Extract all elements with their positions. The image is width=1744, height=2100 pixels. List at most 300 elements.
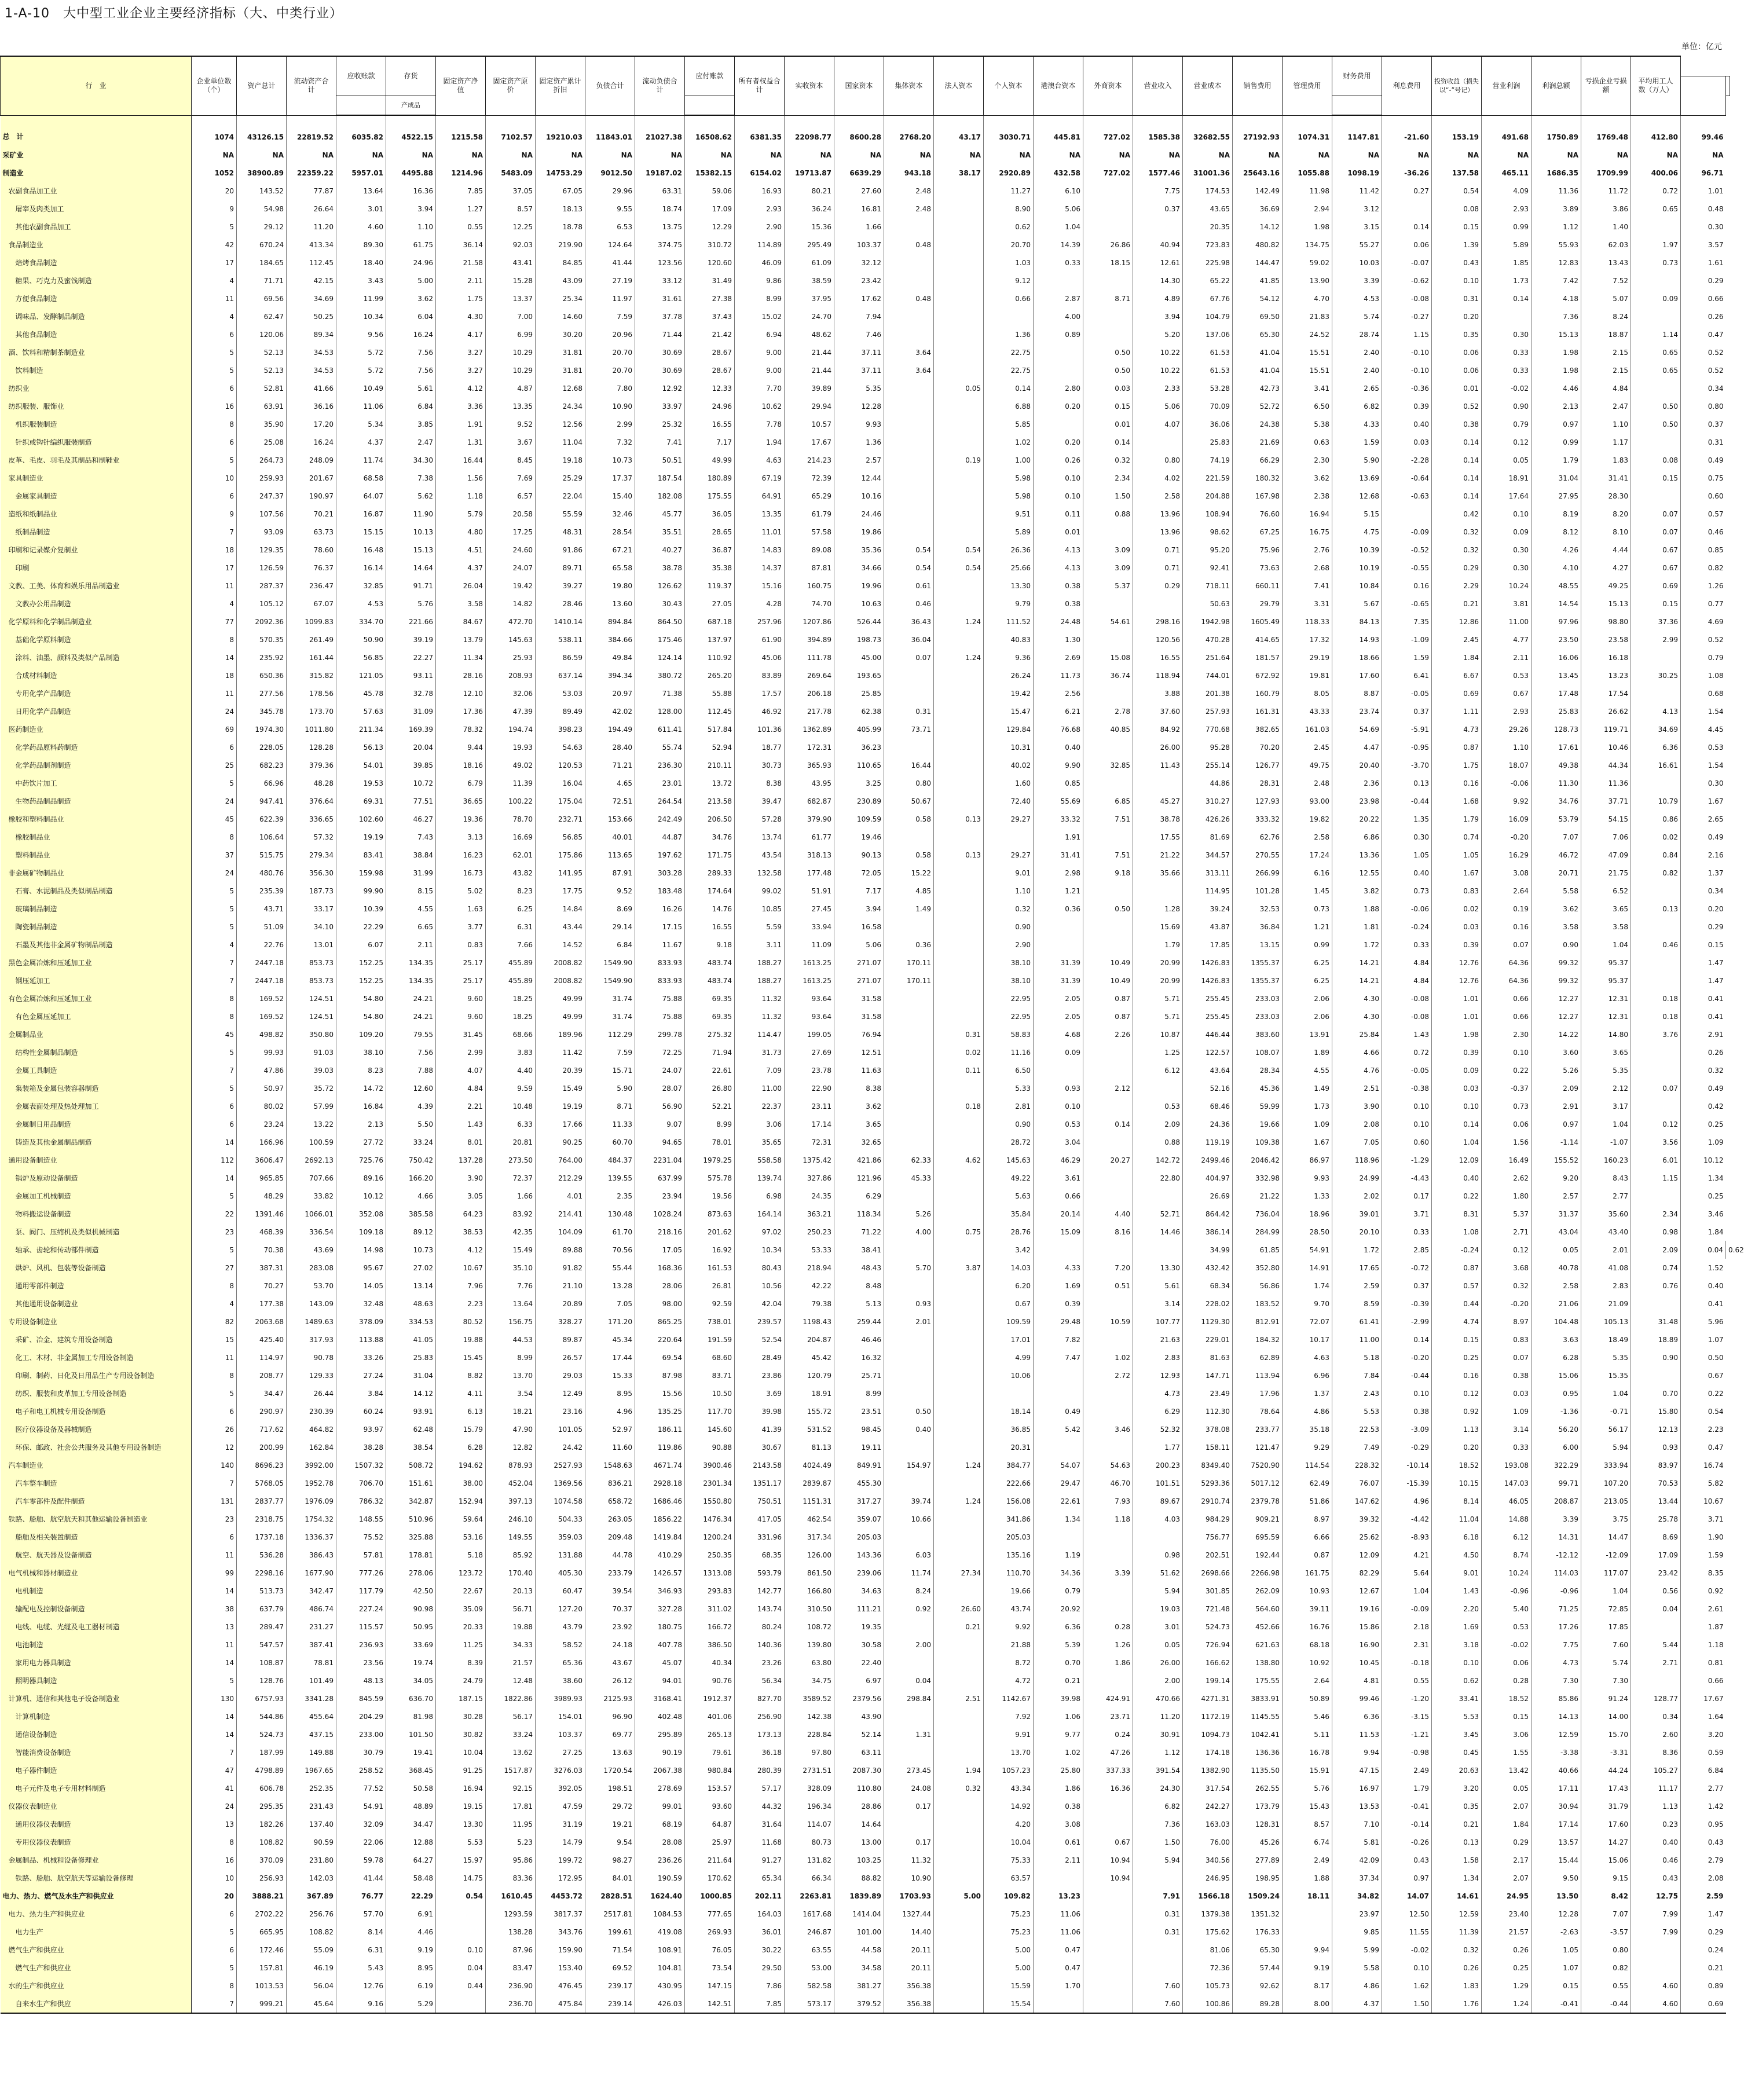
table-cell: 27.72 bbox=[336, 1133, 386, 1151]
table-cell: 0.50 bbox=[1083, 343, 1133, 361]
table-cell: 0.72 bbox=[1631, 182, 1681, 200]
industry-name: 玻璃制品制造 bbox=[1, 900, 192, 918]
table-cell: 0.93 bbox=[1034, 1079, 1083, 1097]
table-cell: 78.60 bbox=[287, 541, 336, 559]
table-cell: 7.00 bbox=[486, 307, 536, 325]
table-cell: 54.07 bbox=[1034, 1456, 1083, 1474]
table-cell bbox=[1083, 1097, 1133, 1115]
industry-name: 专用仪器仪表制造 bbox=[1, 1833, 192, 1851]
table-cell: 10.90 bbox=[884, 1869, 934, 1887]
table-cell: 0.03 bbox=[1482, 1384, 1532, 1402]
table-cell: 0.19 bbox=[934, 451, 984, 469]
table-cell: 106.64 bbox=[237, 828, 287, 846]
table-cell: 3.06 bbox=[1482, 1725, 1532, 1743]
table-cell: 5.18 bbox=[436, 1546, 486, 1564]
table-cell: NA bbox=[735, 146, 785, 164]
table-cell: 15.08 bbox=[1083, 648, 1133, 666]
table-cell: 21.22 bbox=[1233, 1187, 1283, 1205]
table-cell: 51.09 bbox=[237, 918, 287, 936]
table-cell: 64.07 bbox=[336, 487, 386, 505]
table-cell: 13.53 bbox=[1332, 1797, 1382, 1815]
table-cell: 11.00 bbox=[735, 1079, 785, 1097]
table-cell: 28.67 bbox=[685, 343, 735, 361]
table-cell: 7520.90 bbox=[1233, 1456, 1283, 1474]
table-cell: 0.80 bbox=[1681, 397, 1726, 415]
table-cell: 10.46 bbox=[1581, 738, 1631, 756]
table-cell: 2.40 bbox=[1332, 343, 1382, 361]
table-cell: 1.40 bbox=[1581, 218, 1631, 236]
table-cell: 35.72 bbox=[287, 1079, 336, 1097]
table-cell: 13.00 bbox=[834, 1833, 884, 1851]
table-cell: 8.99 bbox=[834, 1384, 884, 1402]
table-cell: 209.48 bbox=[585, 1528, 635, 1546]
table-cell: 0.31 bbox=[884, 702, 934, 720]
table-cell: 17.96 bbox=[1233, 1384, 1283, 1402]
table-cell: 10.06 bbox=[984, 1366, 1034, 1384]
table-cell: 0.04 bbox=[1631, 1600, 1681, 1618]
table-cell: 14.75 bbox=[436, 1869, 486, 1887]
industry-name: 方便食品制造 bbox=[1, 289, 192, 307]
table-cell bbox=[1034, 415, 1083, 433]
table-cell: 21027.38 bbox=[635, 115, 685, 146]
table-cell: 19210.03 bbox=[536, 115, 585, 146]
table-cell: 172.31 bbox=[785, 738, 834, 756]
table-cell: 2.11 bbox=[386, 936, 436, 954]
table-cell: 204.29 bbox=[336, 1707, 386, 1725]
table-cell: 52.13 bbox=[237, 361, 287, 379]
table-cell: 158.11 bbox=[1183, 1438, 1233, 1456]
table-cell: 22.61 bbox=[1034, 1492, 1083, 1510]
table-cell: 69.35 bbox=[685, 1007, 735, 1025]
table-cell: 71.21 bbox=[585, 756, 635, 774]
table-cell: 13.45 bbox=[1532, 666, 1581, 684]
table-cell: 5 bbox=[192, 361, 237, 379]
table-cell: 10.63 bbox=[834, 595, 884, 613]
table-cell: 31.41 bbox=[1034, 846, 1083, 864]
table-cell: 0.48 bbox=[884, 236, 934, 254]
industry-name: 橡胶制品业 bbox=[1, 828, 192, 846]
industry-name: 电机制造 bbox=[1, 1582, 192, 1600]
table-cell: 322.29 bbox=[1532, 1456, 1581, 1474]
table-cell: 262.55 bbox=[1233, 1779, 1283, 1797]
table-row bbox=[1, 115, 1730, 146]
table-cell: 13.75 bbox=[635, 218, 685, 236]
table-cell: 37.43 bbox=[685, 307, 735, 325]
table-cell: 17.54 bbox=[1581, 684, 1631, 702]
table-cell: 97.80 bbox=[785, 1743, 834, 1761]
table-cell: 1.84 bbox=[1432, 648, 1482, 666]
table-cell: 20.99 bbox=[1133, 954, 1183, 972]
table-cell: 0.28 bbox=[1083, 1618, 1133, 1636]
table-cell: 3606.47 bbox=[237, 1151, 287, 1169]
table-cell: 4.20 bbox=[984, 1815, 1034, 1833]
table-cell: 5.00 bbox=[934, 1887, 984, 1905]
table-cell: 0.21 bbox=[1432, 595, 1482, 613]
industry-name: 烘炉、风机、包装等设备制造 bbox=[1, 1259, 192, 1277]
table-cell: 6 bbox=[192, 1097, 237, 1115]
table-cell: 6 bbox=[192, 738, 237, 756]
table-cell: 2263.81 bbox=[785, 1887, 834, 1905]
table-cell: 93.09 bbox=[237, 523, 287, 541]
table-cell: 25.62 bbox=[1332, 1528, 1382, 1546]
table-cell: 5.15 bbox=[1332, 505, 1382, 523]
industry-name: 涂料、油墨、颜料及类似产品制造 bbox=[1, 648, 192, 666]
table-cell: 68.60 bbox=[685, 1348, 735, 1366]
table-cell: 32.53 bbox=[1233, 900, 1283, 918]
table-cell: 152.25 bbox=[336, 972, 386, 989]
table-cell: 220.64 bbox=[635, 1331, 685, 1348]
table-cell: 187.73 bbox=[287, 882, 336, 900]
table-cell: 41.04 bbox=[1233, 361, 1283, 379]
table-cell: 0.19 bbox=[1482, 900, 1532, 918]
table-cell bbox=[934, 1707, 984, 1725]
table-cell: 29.48 bbox=[1034, 1313, 1083, 1331]
table-cell: 1.47 bbox=[1681, 954, 1726, 972]
table-cell: 0.32 bbox=[934, 1779, 984, 1797]
table-cell: 0.31 bbox=[1432, 289, 1482, 307]
table-cell: 9.19 bbox=[1283, 1959, 1332, 1977]
table-cell: 29.47 bbox=[1034, 1474, 1083, 1492]
table-cell: 38.00 bbox=[436, 1474, 486, 1492]
table-cell: 386.50 bbox=[685, 1636, 735, 1654]
table-cell: 3.94 bbox=[834, 900, 884, 918]
table-cell: 1709.99 bbox=[1581, 164, 1631, 182]
table-cell: 5 bbox=[192, 882, 237, 900]
table-cell: 17.24 bbox=[1283, 846, 1332, 864]
table-cell bbox=[1083, 631, 1133, 648]
table-cell: 37.11 bbox=[834, 361, 884, 379]
table-cell: 147.15 bbox=[685, 1977, 735, 1995]
table-cell: 7 bbox=[192, 1474, 237, 1492]
header-owners-equity: 所有者权益合计 bbox=[735, 56, 785, 115]
table-cell: 1.10 bbox=[1482, 738, 1532, 756]
table-cell: NA bbox=[585, 146, 635, 164]
table-cell: 333.32 bbox=[1233, 810, 1283, 828]
table-cell: 114.95 bbox=[1183, 882, 1233, 900]
table-cell: 379.52 bbox=[834, 1995, 884, 2013]
table-cell: -0.18 bbox=[1382, 1654, 1432, 1672]
table-cell: 756.77 bbox=[1183, 1528, 1233, 1546]
table-cell: 19.03 bbox=[1133, 1600, 1183, 1618]
table-cell: 6.53 bbox=[585, 218, 635, 236]
table-cell: 63.73 bbox=[287, 523, 336, 541]
table-cell: 4.09 bbox=[1482, 182, 1532, 200]
table-cell: 9.00 bbox=[735, 361, 785, 379]
table-cell: 118.94 bbox=[1133, 666, 1183, 684]
table-cell: 14.00 bbox=[1581, 1707, 1631, 1725]
table-cell: 0.90 bbox=[1532, 936, 1581, 954]
table-cell: 34.99 bbox=[1183, 1241, 1233, 1259]
table-cell: 63.57 bbox=[984, 1869, 1034, 1887]
table-cell: 0.15 bbox=[1631, 595, 1681, 613]
table-cell: 7.94 bbox=[834, 307, 884, 325]
table-cell: 0.33 bbox=[1382, 936, 1432, 954]
table-cell bbox=[934, 972, 984, 989]
table-cell: 23.49 bbox=[1183, 1384, 1233, 1402]
table-cell: -0.39 bbox=[1382, 1295, 1432, 1313]
table-cell: 97.96 bbox=[1532, 613, 1581, 631]
table-cell: 1351.32 bbox=[1233, 1905, 1283, 1923]
table-cell: 137.40 bbox=[287, 1815, 336, 1833]
table-cell: 8.23 bbox=[486, 882, 536, 900]
table-cell: 5.61 bbox=[386, 379, 436, 397]
table-cell: 19.88 bbox=[436, 1331, 486, 1348]
table-cell: 13.90 bbox=[1283, 272, 1332, 289]
table-cell bbox=[934, 1977, 984, 1995]
table-cell: 12.76 bbox=[1432, 972, 1482, 989]
table-cell: 28.76 bbox=[984, 1223, 1034, 1241]
table-cell: 1.18 bbox=[436, 487, 486, 505]
table-cell: 12.09 bbox=[1332, 1546, 1382, 1564]
table-cell: 385.58 bbox=[386, 1205, 436, 1223]
table-cell: 1207.86 bbox=[785, 613, 834, 631]
table-cell: 83.97 bbox=[1631, 1456, 1681, 1474]
table-cell: 72.31 bbox=[785, 1133, 834, 1151]
table-cell: 0.21 bbox=[1432, 1815, 1482, 1833]
table-cell: 849.91 bbox=[834, 1456, 884, 1474]
table-cell: 1.86 bbox=[1034, 1779, 1083, 1797]
table-cell: 46.19 bbox=[287, 1959, 336, 1977]
table-cell: 331.96 bbox=[735, 1528, 785, 1546]
table-cell: 19.81 bbox=[1283, 666, 1332, 684]
table-cell: 93.64 bbox=[785, 989, 834, 1007]
table-row bbox=[1, 1743, 1730, 1761]
industry-name: 电子器件制造 bbox=[1, 1761, 192, 1779]
table-cell: 236.70 bbox=[486, 1995, 536, 2013]
table-cell: 2.18 bbox=[1382, 1618, 1432, 1636]
table-cell: 1.55 bbox=[1482, 1743, 1532, 1761]
table-cell: 0.14 bbox=[1432, 1115, 1482, 1133]
table-cell bbox=[884, 1384, 934, 1402]
table-cell: 3.45 bbox=[1432, 1725, 1482, 1743]
table-cell: 147.62 bbox=[1332, 1492, 1382, 1510]
table-row bbox=[1, 1887, 1730, 1905]
table-cell: 93.11 bbox=[386, 666, 436, 684]
table-cell: 277.56 bbox=[237, 684, 287, 702]
table-cell: 174.18 bbox=[1183, 1743, 1233, 1761]
table-cell: 26.80 bbox=[685, 1079, 735, 1097]
table-cell: 14.21 bbox=[1332, 954, 1382, 972]
table-cell: -0.64 bbox=[1382, 469, 1432, 487]
table-cell: 54.01 bbox=[336, 756, 386, 774]
table-cell: 2.08 bbox=[1681, 1869, 1726, 1887]
industry-name: 酒、饮料和精制茶制造业 bbox=[1, 343, 192, 361]
table-cell bbox=[1133, 595, 1183, 613]
table-cell: 3.75 bbox=[1581, 1510, 1631, 1528]
table-cell: 11.53 bbox=[1332, 1725, 1382, 1743]
table-cell: 0.05 bbox=[1482, 1779, 1532, 1797]
table-cell: 0.14 bbox=[1382, 218, 1432, 236]
table-cell: NA bbox=[884, 146, 934, 164]
table-cell: 55.93 bbox=[1532, 236, 1581, 254]
table-cell: 62.49 bbox=[1283, 1474, 1332, 1492]
table-cell: 19.15 bbox=[436, 1797, 486, 1815]
table-cell: 318.13 bbox=[785, 846, 834, 864]
table-cell: 3.01 bbox=[1133, 1618, 1183, 1636]
table-cell: 5 bbox=[192, 918, 237, 936]
table-cell: 31.48 bbox=[1631, 1313, 1681, 1331]
table-cell: 14.92 bbox=[984, 1797, 1034, 1815]
table-cell: 227.24 bbox=[336, 1600, 386, 1618]
table-cell: 387.41 bbox=[287, 1636, 336, 1654]
table-cell: 31.79 bbox=[1581, 1797, 1631, 1815]
table-cell: 19.18 bbox=[536, 451, 585, 469]
table-cell: 153.40 bbox=[536, 1959, 585, 1977]
table-cell: 1.67 bbox=[1681, 792, 1726, 810]
table-cell: 7.75 bbox=[1133, 182, 1183, 200]
table-cell: 56.85 bbox=[336, 648, 386, 666]
table-cell: 0.87 bbox=[1432, 738, 1482, 756]
table-cell: 25.66 bbox=[984, 559, 1034, 577]
table-cell: 21.75 bbox=[1581, 864, 1631, 882]
table-cell: 40.01 bbox=[585, 828, 635, 846]
table-cell: 707.66 bbox=[287, 1169, 336, 1187]
table-cell: 17.43 bbox=[1581, 1779, 1631, 1797]
table-cell: 184.65 bbox=[237, 254, 287, 272]
table-cell: 0.90 bbox=[984, 1115, 1034, 1133]
table-cell: 0.40 bbox=[884, 1420, 934, 1438]
table-cell: 3.60 bbox=[1532, 1043, 1581, 1061]
table-cell: 42.09 bbox=[1332, 1851, 1382, 1869]
table-cell: 28.50 bbox=[1283, 1223, 1332, 1241]
table-cell: 169.52 bbox=[237, 1007, 287, 1025]
table-cell bbox=[1133, 882, 1183, 900]
table-cell: 186.11 bbox=[635, 1420, 685, 1438]
table-row bbox=[1, 1025, 1730, 1043]
table-cell: 0.15 bbox=[1432, 218, 1482, 236]
table-cell: 462.54 bbox=[785, 1510, 834, 1528]
table-cell: 87.96 bbox=[486, 1941, 536, 1959]
industry-name: 非金属矿物制品业 bbox=[1, 864, 192, 882]
table-cell: 0.98 bbox=[1133, 1546, 1183, 1564]
table-cell: 24.34 bbox=[536, 397, 585, 415]
table-cell: 0.17 bbox=[884, 1833, 934, 1851]
table-cell: 8.95 bbox=[386, 1959, 436, 1977]
table-cell: 1.90 bbox=[1681, 1528, 1726, 1546]
table-cell: 27.38 bbox=[685, 289, 735, 307]
table-cell: 198.73 bbox=[834, 631, 884, 648]
table-cell: 7.85 bbox=[735, 1995, 785, 2013]
table-cell: 2.21 bbox=[436, 1097, 486, 1115]
table-cell: 41.66 bbox=[287, 379, 336, 397]
table-cell bbox=[1083, 1959, 1133, 1977]
table-cell bbox=[934, 1474, 984, 1492]
table-cell: 26.86 bbox=[1083, 236, 1133, 254]
table-cell: 11.74 bbox=[336, 451, 386, 469]
table-cell: 99.71 bbox=[1532, 1474, 1581, 1492]
table-cell: 2517.81 bbox=[585, 1905, 635, 1923]
table-cell: 695.59 bbox=[1233, 1528, 1283, 1546]
table-cell: 28.65 bbox=[685, 523, 735, 541]
table-cell: 27.95 bbox=[1532, 487, 1581, 505]
table-cell: 126.77 bbox=[1233, 756, 1283, 774]
table-cell: 69.35 bbox=[685, 989, 735, 1007]
table-cell: 3.89 bbox=[1532, 200, 1581, 218]
table-cell bbox=[1034, 1528, 1083, 1546]
table-cell: 5.98 bbox=[984, 469, 1034, 487]
table-cell: 22.75 bbox=[984, 343, 1034, 361]
table-cell: 52.81 bbox=[237, 379, 287, 397]
industry-name: 照明器具制造 bbox=[1, 1672, 192, 1689]
table-cell: 258.52 bbox=[336, 1761, 386, 1779]
table-cell: 5.99 bbox=[1332, 1941, 1382, 1959]
table-cell: 43.95 bbox=[785, 774, 834, 792]
table-cell: 80.21 bbox=[785, 182, 834, 200]
table-cell: 6154.02 bbox=[735, 164, 785, 182]
table-cell bbox=[1083, 1797, 1133, 1815]
table-cell: 90.19 bbox=[635, 1743, 685, 1761]
table-cell: 2.48 bbox=[884, 200, 934, 218]
table-cell: 280.39 bbox=[735, 1761, 785, 1779]
industry-name: 锅炉及原动设备制造 bbox=[1, 1169, 192, 1187]
table-cell: 4.51 bbox=[436, 541, 486, 559]
table-cell: 100.86 bbox=[1183, 1995, 1233, 2013]
table-cell: 9.60 bbox=[436, 989, 486, 1007]
table-cell: 41.08 bbox=[1581, 1259, 1631, 1277]
table-cell: 315.82 bbox=[287, 666, 336, 684]
table-cell: 5.35 bbox=[1581, 1061, 1631, 1079]
table-cell: 31.49 bbox=[685, 272, 735, 289]
table-cell: 29.27 bbox=[984, 810, 1034, 828]
table-cell: 1.89 bbox=[1283, 1043, 1332, 1061]
table-cell: 170.11 bbox=[884, 972, 934, 989]
table-cell: 12.51 bbox=[834, 1043, 884, 1061]
table-cell: 93.91 bbox=[386, 1402, 436, 1420]
industry-name: 家具制造业 bbox=[1, 469, 192, 487]
table-cell bbox=[934, 1923, 984, 1941]
table-cell: 1.81 bbox=[1332, 918, 1382, 936]
table-cell: 101.28 bbox=[1233, 882, 1283, 900]
table-cell: 24.46 bbox=[834, 505, 884, 523]
table-cell: 68.58 bbox=[336, 469, 386, 487]
table-cell bbox=[934, 1636, 984, 1654]
table-cell: 23.26 bbox=[735, 1654, 785, 1672]
table-cell: 11.17 bbox=[1631, 1779, 1681, 1797]
table-cell: 8.72 bbox=[984, 1654, 1034, 1672]
table-cell: 126.00 bbox=[785, 1546, 834, 1564]
table-cell: 25.84 bbox=[1332, 1025, 1382, 1043]
table-cell: 16.04 bbox=[536, 774, 585, 792]
table-cell: 140 bbox=[192, 1456, 237, 1474]
table-cell: 14.52 bbox=[536, 936, 585, 954]
table-cell: 17.61 bbox=[1532, 738, 1581, 756]
table-cell: 56.13 bbox=[336, 738, 386, 756]
table-cell: 1135.50 bbox=[1233, 1761, 1283, 1779]
table-cell: 0.81 bbox=[1681, 1654, 1726, 1672]
table-cell: 44.32 bbox=[735, 1797, 785, 1815]
table-cell: 3.06 bbox=[735, 1115, 785, 1133]
table-cell: 246.10 bbox=[486, 1510, 536, 1528]
table-cell: 78.81 bbox=[287, 1654, 336, 1672]
table-cell: 28.06 bbox=[635, 1277, 685, 1295]
table-cell: 68.66 bbox=[486, 1025, 536, 1043]
table-row bbox=[1, 1923, 1730, 1941]
table-cell: 7.99 bbox=[1631, 1923, 1681, 1941]
header-fixed-assets-original: 固定资产原 价 bbox=[486, 56, 536, 115]
table-cell: 2.60 bbox=[1631, 1725, 1681, 1743]
table-cell: 210.11 bbox=[685, 756, 735, 774]
table-cell bbox=[934, 720, 984, 738]
table-cell: 3.61 bbox=[1034, 1169, 1083, 1187]
table-cell: 90.76 bbox=[685, 1672, 735, 1689]
table-cell: 0.32 bbox=[1432, 1941, 1482, 1959]
table-cell: 8.99 bbox=[486, 1348, 536, 1366]
table-cell: 1.79 bbox=[1382, 1779, 1432, 1797]
table-cell: 0.83 bbox=[1432, 882, 1482, 900]
table-cell: 31.41 bbox=[1581, 469, 1631, 487]
table-row bbox=[1, 1779, 1730, 1797]
table-cell: 138.80 bbox=[1233, 1654, 1283, 1672]
